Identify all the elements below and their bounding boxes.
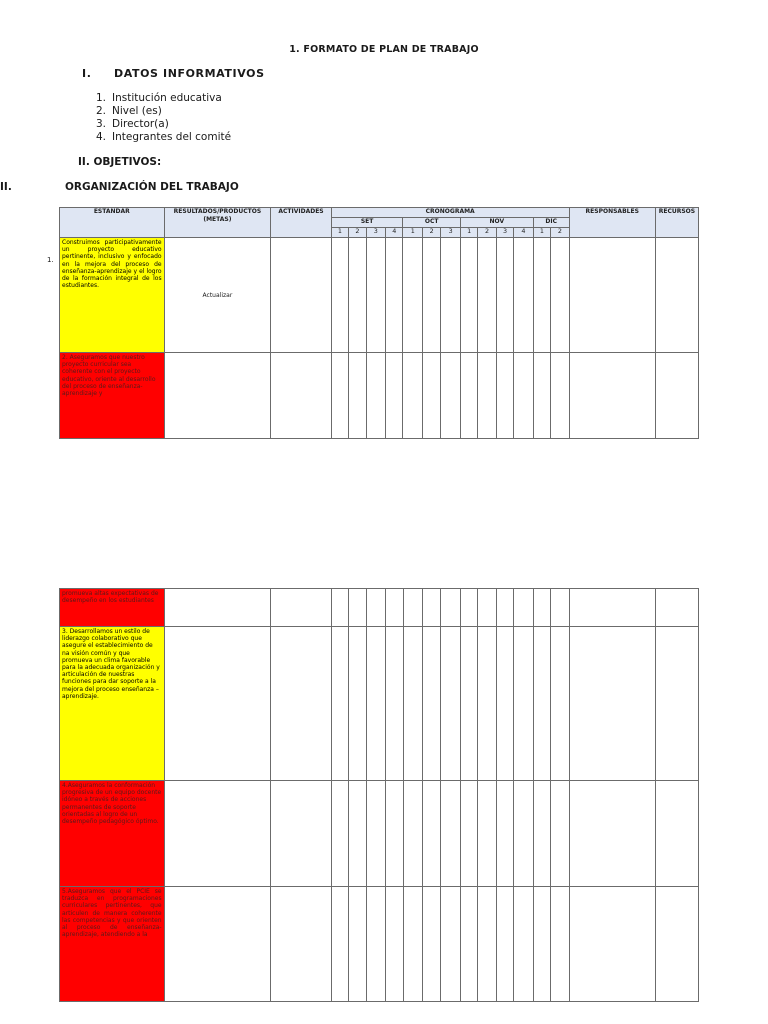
section-2-heading: II. OBJETIVOS: <box>78 156 162 168</box>
week-cell: 3 <box>496 228 513 238</box>
list-item: 3. Director(a) <box>96 118 169 130</box>
table-row <box>60 589 699 627</box>
week-cell: 1 <box>403 228 422 238</box>
table-row <box>60 627 699 781</box>
week-cell: 2 <box>422 228 440 238</box>
row-number: 1. <box>47 256 54 264</box>
section-3-number: II. <box>0 181 12 193</box>
header-responsables: RESPONSABLES <box>569 208 655 238</box>
work-plan-table-continued <box>59 588 699 1002</box>
info-list <box>96 92 231 144</box>
week-cell: 4 <box>514 228 533 238</box>
header-estandar: ESTÁNDAR <box>60 208 165 238</box>
week-cell: 3 <box>441 228 460 238</box>
standard-cell: 3. Desarrollamos un estilo de liderazgo colaborativo que asegure el establecimiento de na visión común y que promueva un clima favorable para la adecuada organización y articulación de nuestras funciones para dar soporte a la mejora del proceso enseñanza – aprendizaje. <box>60 627 165 781</box>
standard-cell: promueva altas expectativas de desempeño en los estudiantes <box>60 589 165 627</box>
list-item: 2. Nivel (es) <box>96 105 162 117</box>
section-1-number: I. <box>82 67 92 80</box>
header-actividades: ACTIVIDADES <box>271 208 332 238</box>
week-cell: 1 <box>460 228 477 238</box>
month-set: SET <box>331 218 403 228</box>
table-row <box>60 887 699 1002</box>
header-recursos: RECURSOS <box>655 208 698 238</box>
week-cell: 2 <box>478 228 496 238</box>
header-cronograma: CRONOGRAMA <box>331 208 569 218</box>
standard-cell: 4.Aseguramos la conformación progresiva de un equipo docente idóneo a través de acciones permanentes de soporte orientadas al logro de un desempeño pedagógico óptimo. <box>60 781 165 887</box>
week-cell: 4 <box>386 228 403 238</box>
result-cell: Actualizar <box>164 238 271 353</box>
standard-cell: 2. Aseguramos que nuestro proyecto curricular sea coherente con el proyecto educativo, oriente al desarrollo del proceso de enseñanza-aprendizaje y <box>60 353 165 439</box>
week-cell: 2 <box>551 228 570 238</box>
document-title: 1. FORMATO DE PLAN DE TRABAJO <box>289 44 479 55</box>
week-cell: 1 <box>533 228 550 238</box>
week-cell: 2 <box>349 228 366 238</box>
table-row <box>60 353 699 439</box>
month-nov: NOV <box>460 218 533 228</box>
table-row <box>60 781 699 887</box>
month-dic: DIC <box>533 218 569 228</box>
list-item: 4. Integrantes del comité <box>96 131 232 143</box>
week-cell: 1 <box>331 228 348 238</box>
section-3-heading: ORGANIZACIÓN DEL TRABAJO <box>65 181 239 193</box>
standard-cell: Construimos participativamente un proyecto educativo pertinente, inclusivo y enfocado en la mejora del proceso de enseñanza-aprendizaje y el logro de la formación integral de los estudiantes. <box>60 238 165 353</box>
month-oct: OCT <box>403 218 460 228</box>
standard-cell: 5.Aseguramos que el PCIE se traduzca en programaciones curriculares pertinentes, que articulen de manera coherente las competencias y que orienten al proceso de enseñanza-aprendizaje, atendiendo a la <box>60 887 165 1002</box>
week-cell: 3 <box>366 228 385 238</box>
header-resultados: RESULTADOS/PRODUCTOS (METAS) <box>164 208 271 238</box>
work-plan-table <box>59 207 699 439</box>
section-1-heading: DATOS INFORMATIVOS <box>114 67 265 80</box>
table-row <box>60 238 699 353</box>
list-item: 1. Institución educativa <box>96 92 222 104</box>
